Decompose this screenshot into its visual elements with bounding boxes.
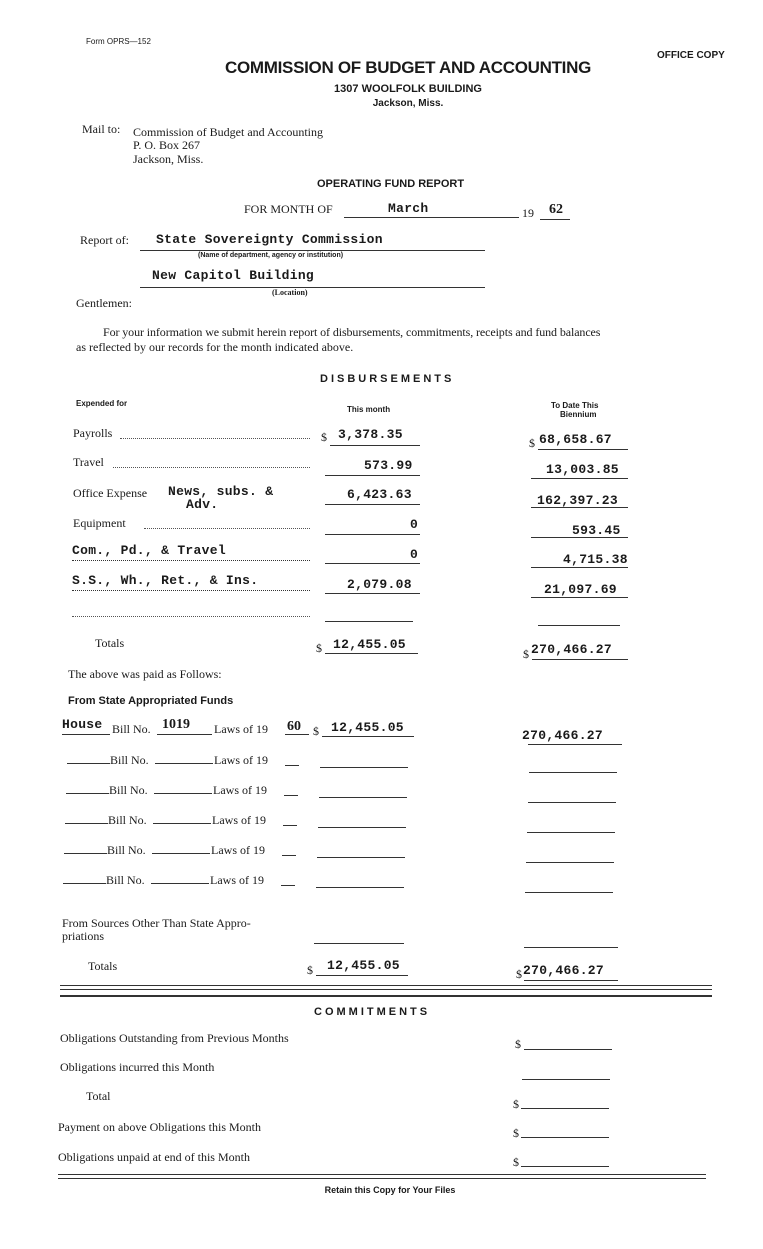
payrolls-month: 3,378.35: [338, 427, 403, 442]
col-todate-2: Biennium: [560, 410, 597, 419]
equipment-month: 0: [410, 517, 419, 532]
dollar-sign: $: [516, 967, 522, 981]
dollar-sign: $: [321, 430, 327, 444]
com-pd-travel-todate: 4,715.38: [563, 552, 628, 567]
laws-of-label: Laws of 19: [210, 873, 264, 887]
footer-note: Retain this Copy for Your Files: [324, 1185, 456, 1195]
report-of-caption: (Name of department, agency or institution): [198, 252, 344, 259]
travel-month: 573.99: [364, 458, 413, 473]
laws-of-label: Laws of 19: [214, 722, 268, 736]
payrolls-todate: 68,658.67: [539, 432, 612, 447]
final-totals-month: 12,455.05: [327, 958, 400, 973]
commitments-heading: COMMITMENTS: [314, 1006, 431, 1018]
laws-year-value: 60: [287, 719, 301, 734]
intro-line1: For your information we submit herein report of disbursements, commitments, receipts and fund balances: [103, 325, 601, 339]
mail-to-line3: Jackson, Miss.: [133, 152, 204, 166]
form-number: Form OPRS—152: [86, 37, 151, 46]
bill1-month: 12,455.05: [331, 720, 404, 735]
other-sources-line1: From Sources Other Than State Appro-: [62, 916, 251, 930]
divider: [58, 1174, 706, 1175]
equipment-todate: 593.45: [572, 523, 621, 538]
row-office-expense-label: Office Expense: [73, 486, 148, 500]
com-pd-travel-month: 0: [410, 547, 419, 562]
bill-no-label: Bill No.: [107, 843, 146, 857]
laws-of-label: Laws of 19: [213, 783, 267, 797]
ss-wh-ret-ins-todate: 21,097.69: [544, 582, 617, 597]
year-prefix: 19: [522, 206, 534, 220]
col-todate-1: To Date This: [551, 401, 599, 410]
divider: [60, 989, 712, 990]
mail-to-label: Mail to:: [82, 122, 121, 136]
from-state-funds: From State Appropriated Funds: [68, 695, 234, 707]
bill-chamber: House: [62, 717, 103, 732]
row-ss-wh-ret-ins-label: S.S., Wh., Ret., & Ins.: [72, 573, 259, 588]
report-of-value: State Sovereignty Commission: [156, 232, 383, 247]
final-totals-label: Totals: [88, 959, 118, 973]
office-expense-month: 6,423.63: [347, 487, 412, 502]
report-of-label: Report of:: [80, 233, 129, 247]
laws-of-label: Laws of 19: [214, 753, 268, 767]
bill-no-label: Bill No.: [110, 753, 149, 767]
salutation: Gentlemen:: [76, 296, 132, 310]
bill-no-label: Bill No.: [106, 873, 145, 887]
office-copy-label: OFFICE COPY: [657, 50, 725, 61]
dollar-sign: $: [515, 1037, 521, 1051]
office-expense-typed1: News, subs. &: [168, 484, 274, 499]
office-expense-typed2: Adv.: [186, 497, 219, 512]
year-value: 62: [549, 202, 563, 217]
bill-no-value: 1019: [162, 717, 190, 732]
page-title: COMMISSION OF BUDGET AND ACCOUNTING: [224, 58, 591, 77]
for-month-label: FOR MONTH OF: [244, 202, 333, 216]
commitment-outstanding: Obligations Outstanding from Previous Months: [60, 1031, 289, 1045]
laws-of-label: Laws of 19: [211, 843, 265, 857]
month-value: March: [388, 201, 429, 216]
mail-to-line1: Commission of Budget and Accounting: [133, 125, 323, 139]
dollar-sign: $: [523, 647, 529, 661]
mail-to-line2: P. O. Box 267: [133, 138, 201, 152]
final-totals-todate: 270,466.27: [523, 963, 605, 978]
totals-todate: 270,466.27: [531, 642, 613, 657]
location-caption: (Location): [272, 288, 308, 297]
dollar-sign: $: [313, 724, 319, 738]
report-title: OPERATING FUND REPORT: [317, 178, 465, 190]
row-payrolls-label: Payrolls: [73, 426, 113, 440]
commitment-payment: Payment on above Obligations this Month: [58, 1120, 261, 1134]
location-value: New Capitol Building: [152, 268, 315, 283]
dollar-sign: $: [307, 963, 313, 977]
bill-no-label: Bill No.: [112, 722, 151, 736]
divider: [60, 985, 712, 986]
dollar-sign: $: [316, 641, 322, 655]
col-this-month: This month: [347, 405, 391, 414]
totals-month: 12,455.05: [333, 637, 406, 652]
bill-no-label: Bill No.: [109, 783, 148, 797]
row-travel-label: Travel: [73, 455, 104, 469]
header-address: 1307 WOOLFOLK BUILDING: [334, 83, 482, 95]
commitment-unpaid: Obligations unpaid at end of this Month: [58, 1150, 250, 1164]
office-expense-todate: 162,397.23: [537, 493, 619, 508]
ss-wh-ret-ins-month: 2,079.08: [347, 577, 412, 592]
travel-todate: 13,003.85: [546, 462, 619, 477]
disbursements-heading: DISBURSEMENTS: [320, 373, 455, 385]
commitment-total: Total: [86, 1089, 111, 1103]
row-com-pd-travel-label: Com., Pd., & Travel: [72, 543, 226, 558]
other-sources-line2: priations: [62, 929, 104, 943]
divider: [58, 1178, 706, 1179]
totals-label: Totals: [95, 636, 125, 650]
bill1-todate: 270,466.27: [522, 728, 604, 743]
header-city: Jackson, Miss.: [372, 98, 444, 109]
row-equipment-label: Equipment: [73, 516, 126, 530]
bill-no-label: Bill No.: [108, 813, 147, 827]
laws-of-label: Laws of 19: [212, 813, 266, 827]
intro-line2: as reflected by our records for the month indicated above.: [76, 340, 354, 354]
paid-as-follows: The above was paid as Follows:: [68, 667, 222, 681]
dollar-sign: $: [513, 1155, 519, 1169]
dollar-sign: $: [513, 1097, 519, 1111]
divider: [60, 995, 712, 997]
col-expended-for: Expended for: [76, 399, 128, 408]
dollar-sign: $: [513, 1126, 519, 1140]
dollar-sign: $: [529, 436, 535, 450]
commitment-incurred: Obligations incurred this Month: [60, 1060, 215, 1074]
